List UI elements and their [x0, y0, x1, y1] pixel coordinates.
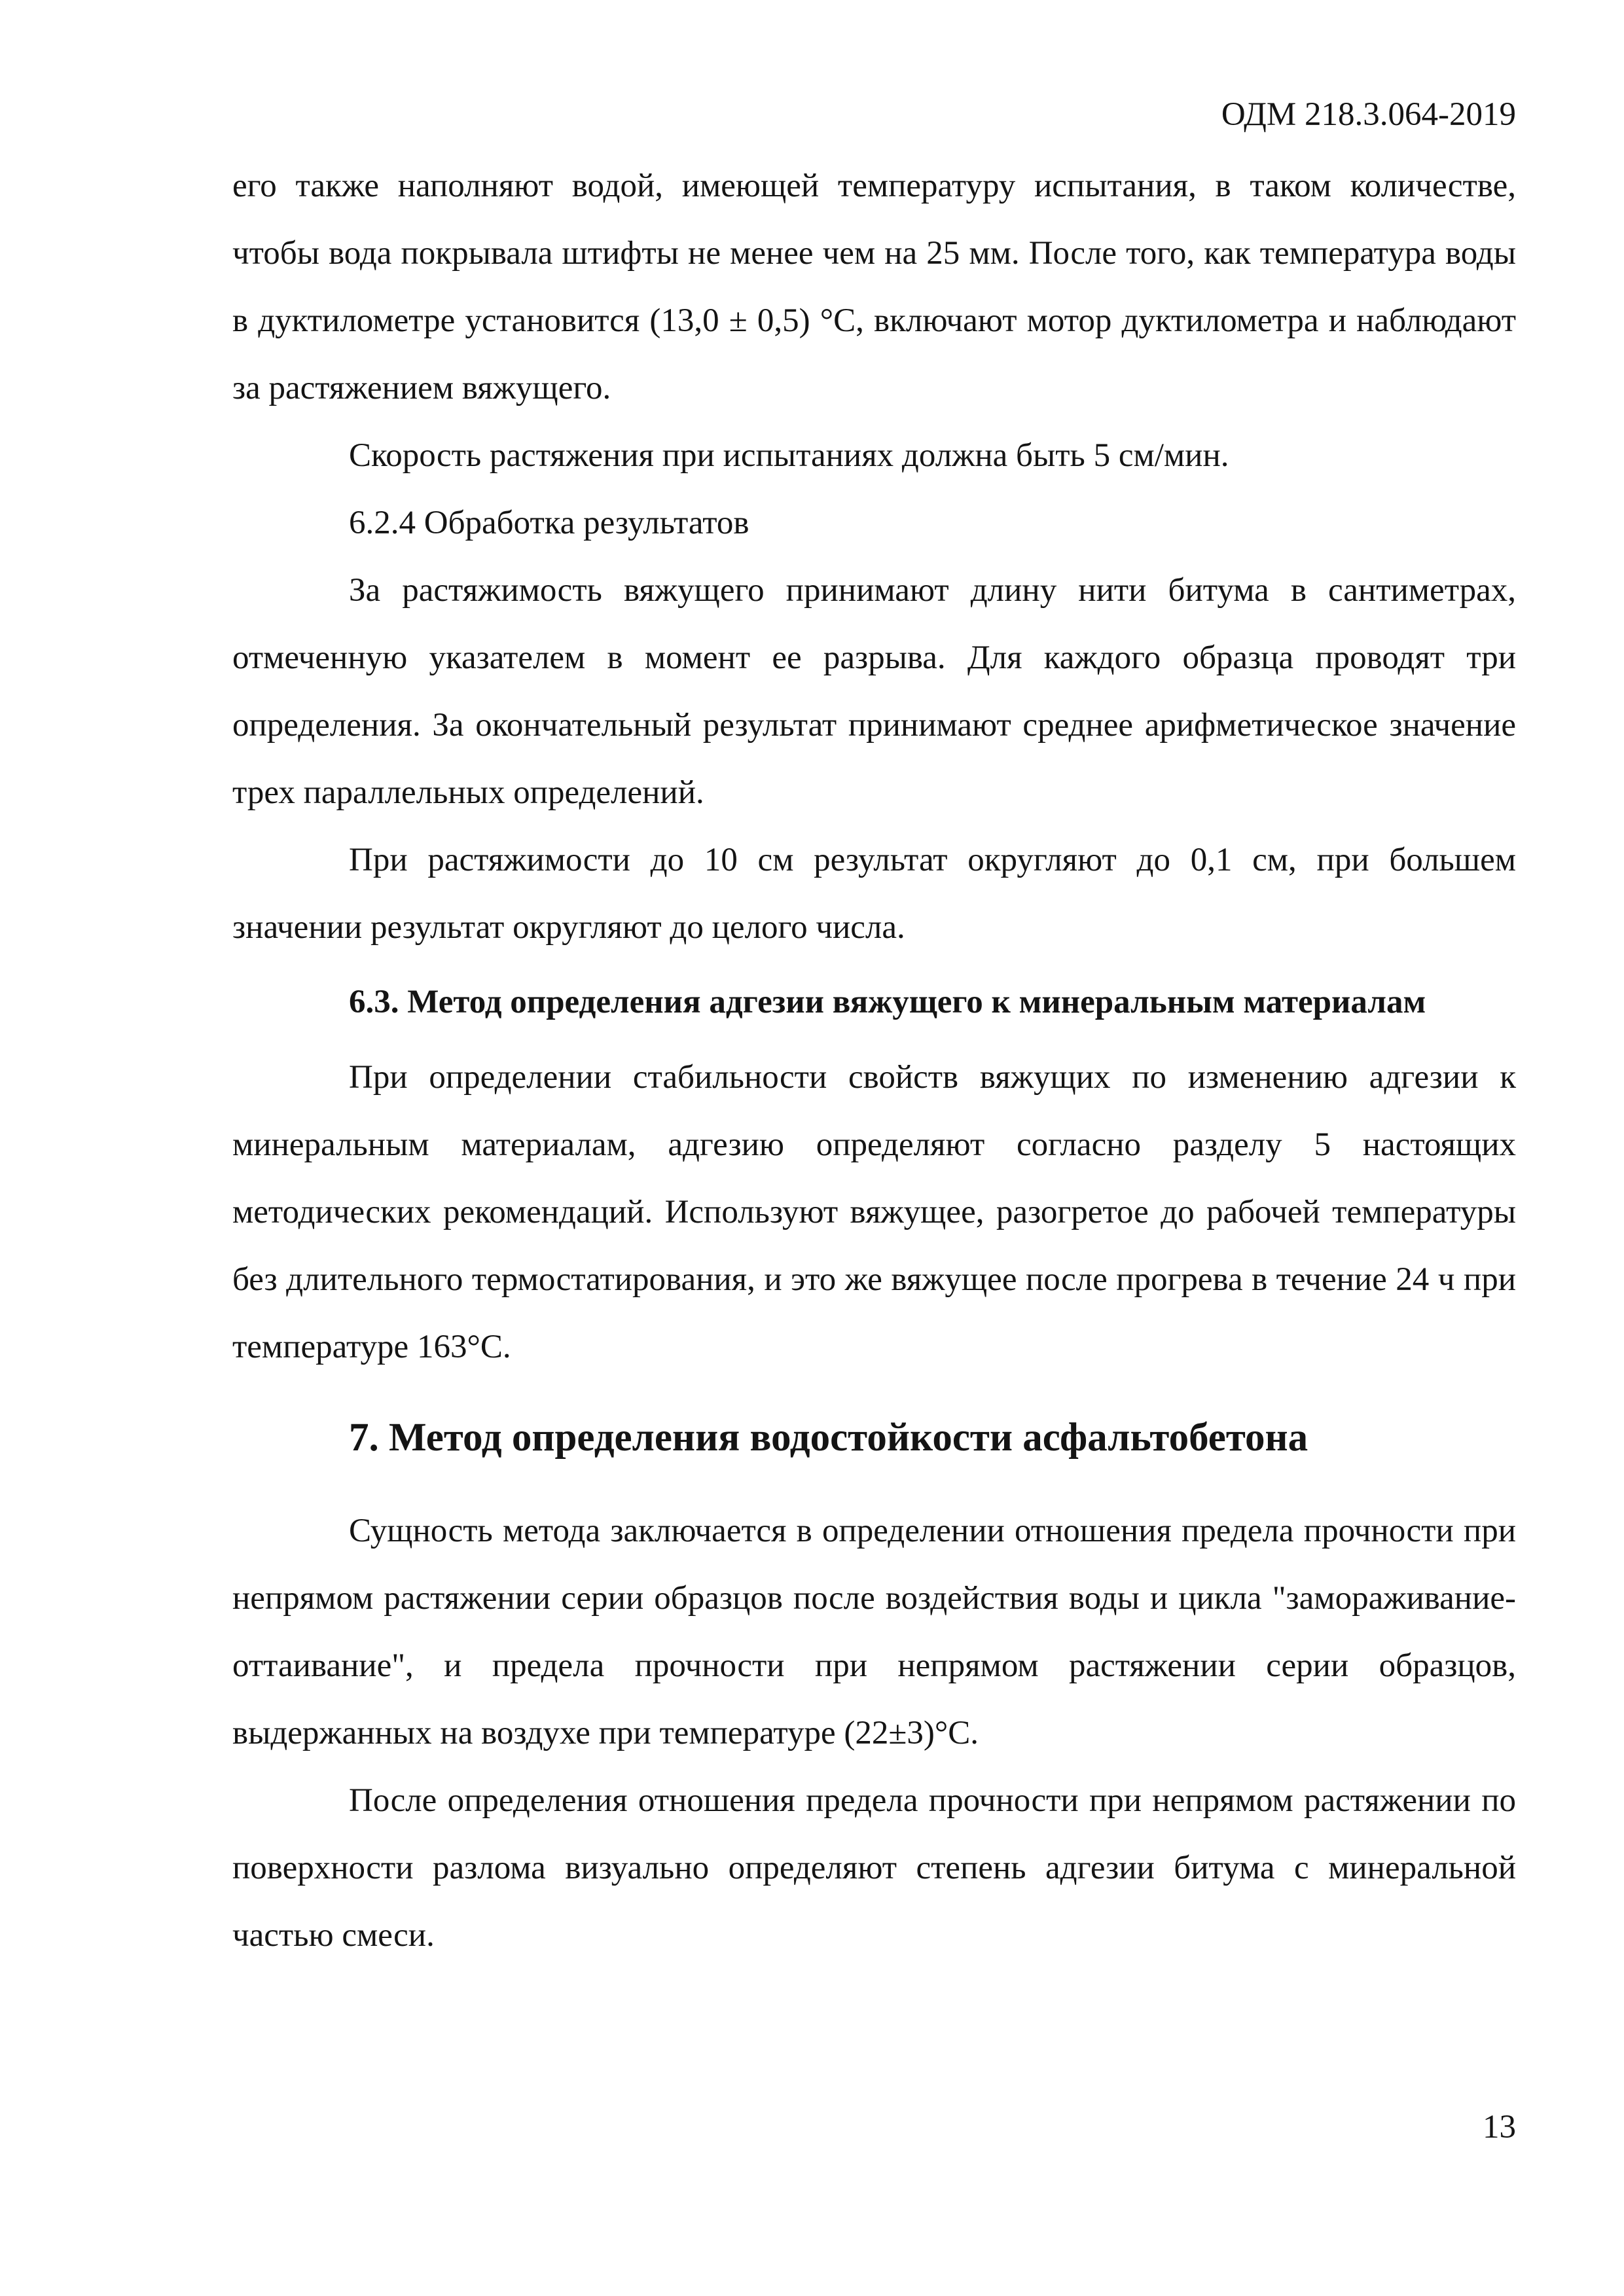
spacer: [232, 1381, 1516, 1397]
paragraph-ductility-definition: За растяжимость вяжущего принимают длину нити битума в сантиметрах, отмеченную указателем в момент ее разрыва. Для каждого образца проводят три определения. За окончательный результат принимают среднее арифметическое значение трех параллельных определений.: [232, 572, 1516, 811]
page-body: [232, 152, 1516, 1969]
spacer: [232, 1479, 1516, 1498]
paragraph-stretch-speed: Скорость растяжения при испытаниях должна быть 5 см/мин.: [349, 437, 1229, 474]
paragraph-method-essence: Сущность метода заключается в определении отношения предела прочности при непрямом растяжении серии образцов после воздействия воды и цикла "замораживание-оттаивание", и предела прочности при непрямом растяжении серии образцов, выдержанных на воздухе при температуре (22±3)°С.: [232, 1513, 1516, 1751]
subsection-heading-6-2-4: 6.2.4 Обработка результатов: [349, 505, 749, 541]
spacer: [232, 1035, 1516, 1044]
paragraph-rounding-rule: При растяжимости до 10 см результат округляют до 0,1 см, при большем значении результат округляют до целого числа.: [232, 842, 1516, 946]
chapter-heading-7: 7. Метод определения водостойкости асфальтобетона: [349, 1416, 1308, 1460]
paragraph-ductilometer-procedure: его также наполняют водой, имеющей температуру испытания, в таком количестве, чтобы вода покрывала штифты не менее чем на 25 мм. После того, как температура воды в дуктилометре установится (13,0 ± 0,5) °С, включают мотор дуктилометра и наблюдают за растяжением вяжущего.: [232, 168, 1516, 406]
paragraph-visual-adhesion: После определения отношения предела прочности при непрямом растяжении по поверхности разлома визуально определяют степень адгезии битума с минеральной частью смеси.: [232, 1782, 1516, 1954]
paragraph-adhesion-method: При определении стабильности свойств вяжущих по изменению адгезии к минеральным материалам, адгезию определяют согласно разделу 5 настоящих методических рекомендаций. Используют вяжущее, разогретое до рабочей температуры без длительного термостатирования, и это же вяжущее после прогрева в течение 24 ч при температуре 163°С.: [232, 1059, 1516, 1365]
section-heading-6-3: 6.3. Метод определения адгезии вяжущего к минеральным материалам: [349, 984, 1426, 1020]
document-code-header: ОДМ 218.3.064-2019: [1221, 96, 1516, 133]
spacer: [232, 961, 1516, 969]
page-number: 13: [1483, 2109, 1516, 2145]
